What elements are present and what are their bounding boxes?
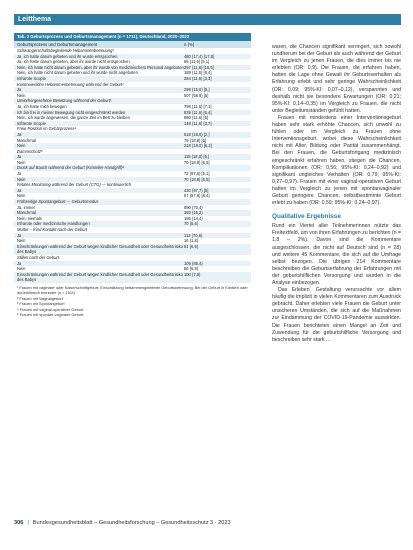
- row-label: Fetales Monitoring während der Geburt (CTG) — kontinuierlich: [17, 182, 131, 188]
- row-value: 218 (18,0) [6,2]: [184, 143, 212, 149]
- row-label: Ja, ich hatte darum gebeten, aber ihr wurde nicht entsprochen: [17, 59, 130, 65]
- row-label: Ja: [17, 131, 22, 137]
- row-label: Unvorhergesehene Besetzung während der Geburt³: [17, 98, 112, 104]
- row-label: Einschränkungen während der Geburt wegen kindlicher Gesundheit oder Gesundheitsrisiko des Babys: [17, 243, 183, 255]
- row-value: 65 (11,6) [5,1]: [184, 59, 210, 65]
- row-value: 430 (97,7) [5]: [184, 187, 209, 193]
- row-value: 81 (6,5): [184, 243, 199, 249]
- row-label: Ja: [17, 260, 22, 266]
- row-value: 518 (18,6) [2,]: [184, 131, 210, 137]
- row-label: Ja: [17, 171, 22, 177]
- row-label: Nein, ich wurde angewiesen, die ganze Zeit im Bett zu bleiben: [17, 115, 130, 121]
- row-label: Druck auf Bauch während der Geburt (Kristeller-Handgriff)⁶: [17, 165, 125, 171]
- row-value: 16 (1,8): [184, 238, 199, 244]
- footnote: ² Frauen mit Vaginalgeburt: [17, 295, 63, 301]
- body-paragraph: Frauen mit mindestens einer Interventionsgeburt haben sehr stark erhöhte Chancen, sich unwohl zu fühlen oder im Vergleich zu Frauen ohne Interventionsgeburt, wobei diese Wahrscheinlichkeit nicht mit Alter, Bildung oder Parität zusammenhängt. Bei den Frauen, die Geburtsfortgang medizinisch eingeschränkt erfahren haben, stiegen die Chancen, Komplikationen (OR: 0,56; 95%-KI: 0,24–0,92) und signifikant ungleiches Verhalten (OR: 0,79; 95%-KI: 0,27–0,97). Frauen mit einer vaginal-operativen Geburt hatten im Vergleich zu jenen mit spontanvaginaler Geburt geringere Chancen, selbstbestimmte Geburt erlebt zu haben (OR: 0,59; 95%-KI: 0,24–0,97).: [272, 114, 401, 207]
- row-value: 100 (7,9): [184, 271, 201, 277]
- row-label: Stillen nach der Geburt: [17, 254, 59, 260]
- row-label: Ja, ich hatte mich bewegen: [17, 103, 67, 109]
- row-label: Ja: [17, 232, 22, 238]
- row-value: 507 (58,9) [5]: [184, 92, 209, 98]
- row-label: Nein: [17, 266, 26, 272]
- row-label: Ich bin frei in meiner Bewegung nicht eingeschränkt worden: [17, 109, 126, 115]
- row-label: Nein, niemals: [17, 215, 42, 221]
- table-body: [14, 48, 251, 283]
- row-value: 79 (18,8) [6]: [184, 137, 207, 143]
- footnote: ⁵ Frauen mit spontan-vaginaler Geburt: [17, 311, 84, 317]
- row-value: 890 (70,4): [184, 204, 203, 210]
- data-table: [14, 33, 251, 317]
- row-value: 284 (11,6) [3,3]: [184, 75, 212, 81]
- row-label: Manchmal: [17, 210, 36, 216]
- row-label: Ja: [17, 154, 22, 160]
- row-label: Freie Position im Gebärprozess⁴: [17, 126, 77, 132]
- row-label: Nein: [17, 143, 26, 149]
- row-label: Schwangerschaftsbegleitende Hebammenbetreuung¹: [17, 48, 114, 53]
- row-value: 70 (18,8) [6,5]: [184, 176, 210, 182]
- table-header: [14, 41, 251, 48]
- row-value: 86 (6,8): [184, 266, 199, 272]
- header-cell: Geburtsprozess und Geburtsmanagement: [17, 42, 98, 47]
- row-value: 72 (97,6) [5,1]: [184, 171, 210, 177]
- row-value: 185 (14,4): [184, 215, 203, 221]
- row-value: 297 (11,6) [16,5]: [184, 64, 214, 70]
- row-label: Nein: [17, 159, 26, 165]
- body-paragraph: Rund ein Viertel aller Teilnehmerinnen nützte das Freitextfeld, um von ihren Erfahrungen zu berichten (n = 1,8 – 2%). Davon sind die Kommentare ausgeschlossen, die nicht auf Deutsch sind (n = 28) und weitere 45 Kommentare, die sich auf die Umfrage selbst bezogen. Die übrigen 214 Kommentare beschreiben die Geburtserfahrung der Erfahrungen mit der geburtshilflichen Versorgung und wurden in die Analyse einbezogen.: [272, 223, 401, 286]
- row-label: Nein, ich hatte nicht darum gebeten und ihr wurde nicht angeboten: [17, 70, 138, 76]
- table-caption: Tab. 2 Geburtsprozess und Geburtsmanagement (n = 1711), Deutschland, 2020–2022: [14, 33, 251, 41]
- page-number: 306: [14, 520, 24, 526]
- header-cell: n (%): [184, 42, 195, 47]
- footnote: ⁴ Frauen mit vaginal-operativer Geburt: [17, 306, 84, 312]
- row-label: Nein: [17, 92, 26, 98]
- row-label: Nein: [17, 238, 26, 244]
- row-label: Dammschutz⁵: [17, 148, 43, 154]
- row-value: 193 (15,2): [184, 210, 203, 216]
- row-value: 850 (11,6) [5]: [184, 115, 209, 121]
- row-label: Infrarote Scopie: [17, 75, 46, 81]
- row-label: Ja, ich hatte darum gebeten und ihr wurde entsprochen: [17, 53, 118, 59]
- section-label: Leitthema: [14, 14, 401, 25]
- body-paragraph: waren, die Chancen signifikant verringert, sich sowohl rundherum bei der Geburt als auch während der Geburt im Vergleich zu jenen Frauen, die dies immer bis nie erlebten (OR: 0,9). Die Frauen, die erfahren haben, hatten die Lage ohne Gewalt ihr Geburtsverhalten als Erfahrung erlebt und sehr geringe Wahrscheinlichkeit (OR: 0,09; 95%-KI: 0,07–0,12), verspannten und deshalb nicht sie besondere Erwartungen (OR: 0,21; 95%-KI: 0,14–0,35) im Vergleich zu Frauen, die nicht unter Begleitumständen gefühlt hatten.: [272, 44, 401, 114]
- journal-name: Bundesgesundheitsblatt – Gesundheitsforschung – Gesundheitsschutz 3 · 2023: [32, 520, 231, 526]
- table-row: [14, 272, 251, 283]
- row-label: Ja: [17, 187, 22, 193]
- row-value: 148 (11,6) [3,7]: [184, 120, 212, 126]
- page-footer: [14, 520, 231, 526]
- row-label: Mutter – Kind Kontakt nach der Geburt: [17, 227, 88, 232]
- row-label: Infrarote oder medizinische Handlungen: [17, 221, 90, 227]
- row-value: 109 (85,4): [184, 260, 203, 266]
- row-label: Nein: [17, 176, 26, 182]
- row-value: 189 (11,6) [9,4]: [184, 70, 212, 76]
- row-value: 118 (18,0) [5,]: [184, 154, 210, 160]
- row-label: Kontinuierliche Hebammenbetreuung während der Geburt²: [17, 81, 124, 87]
- footnote: ³ Frauen mit Spontangeburt: [17, 301, 65, 307]
- row-value: 798 (11,6) [7,1]: [184, 103, 212, 109]
- row-value: 298 (15,6) [5,]: [184, 87, 210, 93]
- footnote: ¹ Frauen mit vaginaler oder Kaiserschnittgeburt; Einschätzung hebammengeleiteter Geburtsbetreuung, Bei der Geburt in Kliniken oder außerklinisch betreuter (n = 1511): [17, 284, 248, 296]
- row-value: 112 (70,6): [184, 232, 203, 238]
- row-label: Einschränkungen während der Geburt wegen kindlicher Gesundheit oder Gesundheitsrisiko des Babys: [17, 271, 183, 283]
- row-label: Frühzeitige Spontangeburt — Geburtsmodus: [17, 199, 99, 205]
- body-text-column: [272, 44, 401, 344]
- row-label: Ja, immer: [17, 204, 35, 210]
- row-value: 70 (18,8) [6,5]: [184, 159, 210, 165]
- table-row: [14, 244, 251, 255]
- row-label: Nein, ich hatte nicht darum gebeten, aber ihr wurde von medizinischem Personal angeboten: [17, 64, 184, 70]
- body-paragraph: Das Erleben´ Gestaltung verursachte vor allem häufig die implizit in vielen Kommentaren zum Ausdruck gebracht. Daher erlebten viele Frauen die Geburt unter unsicheren Umständen, die sich auf die Maßnahmen zur Eindämmung der COVID-19-Pandemie auswirkten. Die Frauen berichteten einen Mangel an Zeit und Zuwendung für die geburtshilfliche Versorgung und beschreiben sehr stark ...: [272, 287, 401, 343]
- row-value: 480 (17,4) [17,8]: [184, 53, 215, 59]
- row-value: 839 (11,6) [6,4]: [184, 109, 212, 115]
- table-footnotes: [14, 285, 251, 317]
- row-label: Nein: [17, 193, 26, 199]
- row-label: Manchmal: [17, 137, 36, 143]
- section-heading: Qualitative Ergebnisse: [272, 213, 341, 221]
- row-label: Infrarote Scopie: [17, 120, 46, 126]
- row-label: Ja: [17, 87, 22, 93]
- footer-separator: |: [27, 520, 29, 526]
- row-value: 67 (97,6) [6,4]: [184, 193, 210, 199]
- row-value: 70 (5,6): [184, 221, 199, 227]
